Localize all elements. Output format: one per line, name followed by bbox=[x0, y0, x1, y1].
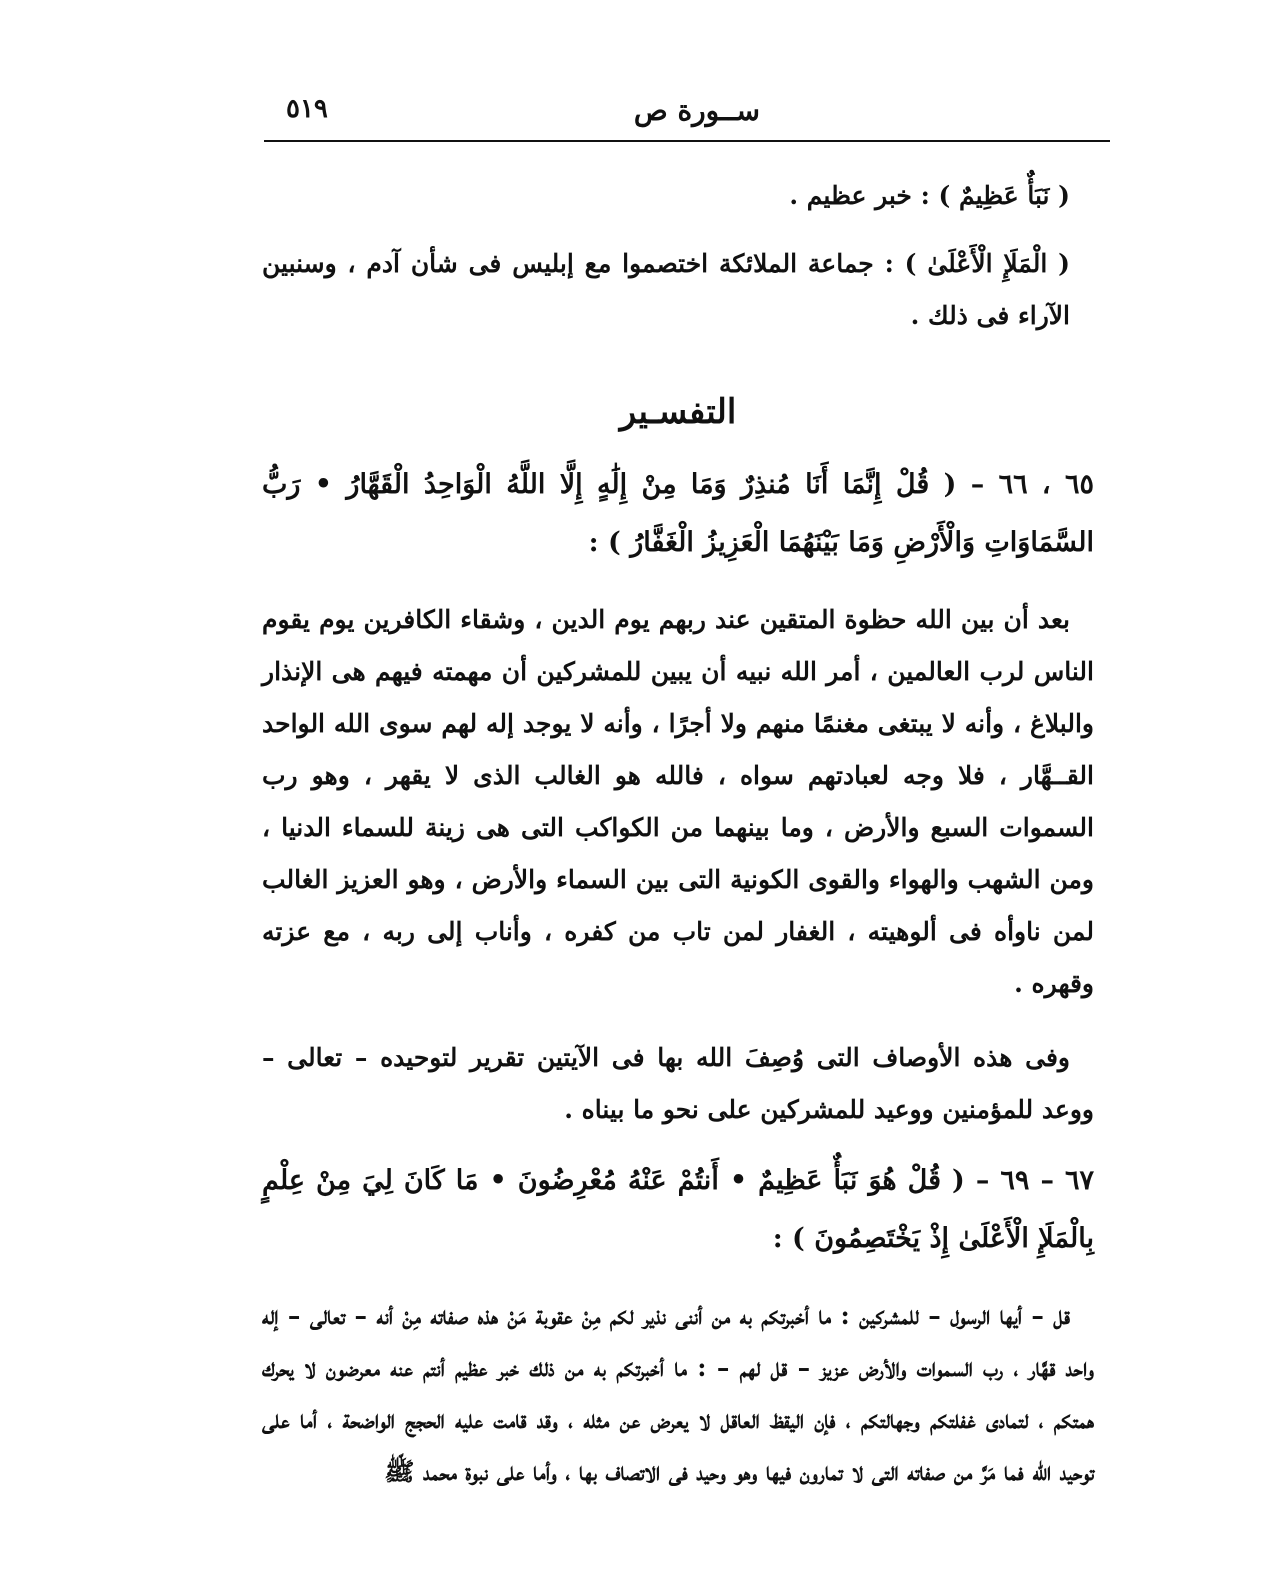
glossary-entry-mala: ( الْمَلَإِ الْأَعْلَىٰ ) : جماعة الملائكة اختصموا مع إبليس فى شأن آدم ، وسنبين الآراء فى ذلك . bbox=[262, 249, 1070, 330]
header-divider bbox=[264, 140, 1110, 142]
page-number: ٥١٩ bbox=[286, 94, 328, 124]
surah-title: ســورة ص bbox=[633, 94, 760, 127]
commentary-paragraph-1: بعد أن بين الله حظوة المتقين عند ربهم يوم الدين ، وشقاء الكافرين يوم يقوم الناس لرب العالمين ، أمر الله نبيه أن يبين للمشركين أن مهمته فيهم هى الإنذار والبلاغ ، وأنه لا يبتغى مغنمًا منهم ولا أجرًا ، وأنه لا يوجد إله لهم سوى الله الواحد القــهَّار ، فلا وجه لعبادتهم سواه ، فالله هو الغالب الذى لا يقهر ، وهو رب السموات السبع والأرض ، وما بينهما من الكواكب التى هى زينة للسماء الدنيا ، ومن الشهب والهواء والقوى الكونية التى بين السماء والأرض ، وهو العزيز الغالب لمن ناوأه فى ألوهيته ، الغفار لمن تاب من كفره ، وأناب إلى ربه ، مع عزته وقهره . bbox=[262, 605, 1094, 998]
glossary-entry-naba: ( نَبَأٌ عَظِيمٌ ) : خبر عظيم . bbox=[789, 181, 1070, 210]
section-title: التفسـير bbox=[619, 392, 737, 432]
commentary-paragraph-3: قل – أيها الرسول – للمشركين : ما أخبرتكم به من أننى نذير لكم مِنْ عقوبة مَنْ هذه صفاته مِنْ أنه – تعالى – إله واحد قهَّار ، رب السموات والأرض عزيز – قل لهم – : ما أخبرتكم به من ذلك خبر عظيم أنتم عنه معرضون لا يحرك همتكم ، لتمادى غفلتكم وجهالتكم ، فإن اليقظ العاقل لا يعرض عن مثله ، وقد قامت عليه الحجج الواضحة ، أما على توحيد الله فما مَرَّ من صفاته التى لا تمارون فيها وهو وحيد فى الاتصاف بها ، وأما على نبوة محمد ﷺ bbox=[262, 1301, 1095, 1486]
page-body bbox=[262, 170, 1094, 1498]
running-header bbox=[262, 90, 1110, 130]
commentary-paragraph-2: وفى هذه الأوصاف التى وُصِفَ الله بها فى الآيتين تقرير لتوحيده – تعالى – ووعد للمؤمنين ووعيد للمشركين على نحو ما بيناه . bbox=[262, 1043, 1094, 1124]
verse-67-69: ٦٧ – ٦٩ – ( قُلْ هُوَ نَبَأٌ عَظِيمٌ • أَنتُمْ عَنْهُ مُعْرِضُونَ • مَا كَانَ لِيَ مِنْ عِلْمٍ بِالْمَلَإِ الْأَعْلَىٰ إِذْ يَخْتَصِمُونَ ) : bbox=[262, 1165, 1094, 1254]
verse-65-66: ٦٥ ، ٦٦ – ( قُلْ إِنَّمَا أَنَا مُنذِرٌ وَمَا مِنْ إِلَٰهٍ إِلَّا اللَّهُ الْوَاحِدُ الْقَهَّارُ • رَبُّ السَّمَاوَاتِ وَالْأَرْضِ وَمَا بَيْنَهُمَا الْعَزِيزُ الْغَفَّارُ ) : bbox=[262, 469, 1094, 558]
